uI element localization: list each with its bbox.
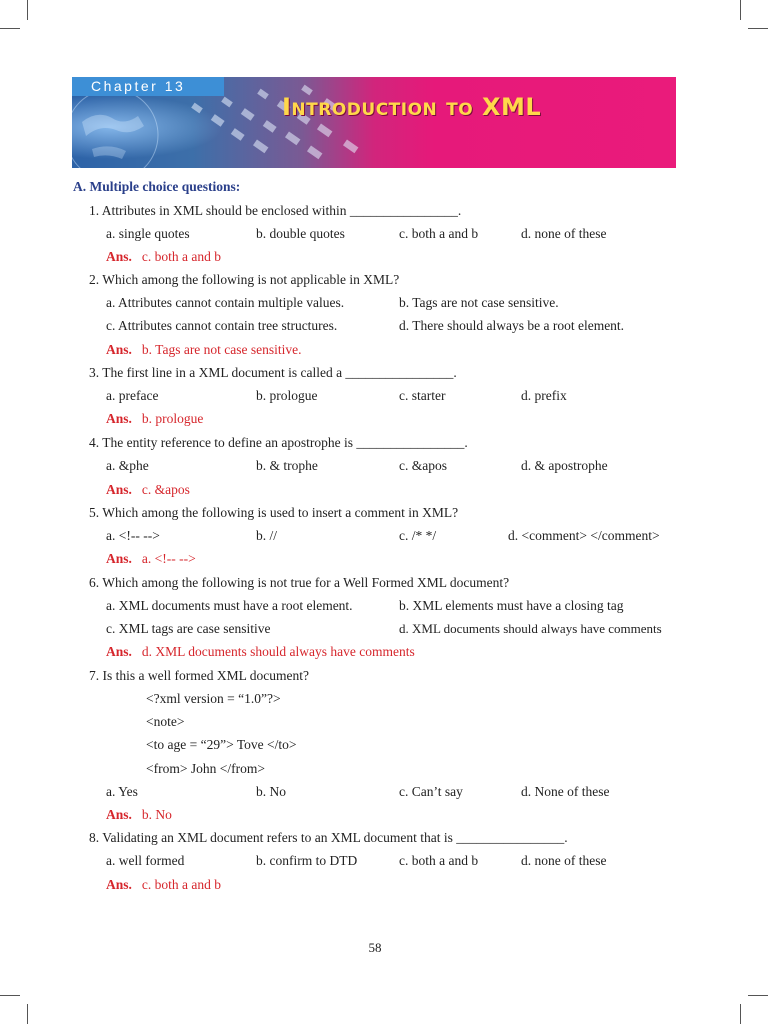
crop-mark: [740, 0, 741, 20]
answer-label: Ans.: [106, 877, 132, 892]
code-line: <from> John </from>: [146, 761, 265, 776]
option: b. confirm to DTD: [256, 853, 358, 868]
answer-line: [106, 551, 196, 567]
chapter-label: Chapter 13: [72, 77, 224, 96]
answer-label: Ans.: [106, 807, 132, 822]
code-line: <note>: [146, 714, 185, 729]
option: a. <!-- -->: [106, 528, 160, 543]
option: c. XML tags are case sensitive: [106, 621, 271, 636]
option: b. XML elements must have a closing tag: [399, 598, 624, 613]
option: b. double quotes: [256, 226, 345, 241]
option: d. <comment> </comment>: [508, 528, 660, 543]
answer-line: [106, 644, 415, 660]
answer-line: [106, 342, 302, 358]
option: c. Attributes cannot contain tree structures.: [106, 318, 338, 333]
option: d. & apostrophe: [521, 458, 608, 473]
option: b. prologue: [256, 388, 318, 403]
question-text: 5. Which among the following is used to insert a comment in XML?: [89, 505, 459, 520]
question-text: 1. Attributes in XML should be enclosed within ________________.: [89, 203, 462, 218]
option: b. //: [256, 528, 278, 543]
crop-mark: [27, 0, 28, 20]
question-text: 3. The first line in a XML document is called a ________________.: [89, 365, 457, 380]
answer-line: [106, 249, 221, 265]
answer-label: Ans.: [106, 482, 132, 497]
answer-label: Ans.: [106, 644, 132, 659]
crop-mark: [748, 28, 768, 29]
option: c. &apos: [399, 458, 447, 473]
answer-line: [106, 877, 221, 893]
option: a. &phe: [106, 458, 149, 473]
option: c. Can’t say: [399, 784, 463, 799]
option: c. starter: [399, 388, 446, 403]
option: c. both a and b: [399, 226, 479, 241]
question-text: 2. Which among the following is not applicable in XML?: [89, 272, 400, 287]
option: d. None of these: [521, 784, 610, 799]
code-line: <?xml version = “1.0”?>: [146, 691, 281, 706]
answer-text: b. No: [141, 807, 172, 822]
option: b. & trophe: [256, 458, 318, 473]
option: d. none of these: [521, 853, 607, 868]
section-heading: A. Multiple choice questions:: [73, 179, 241, 194]
answer-text: c. both a and b: [141, 877, 221, 892]
option: a. preface: [106, 388, 159, 403]
option: a. XML documents must have a root element.: [106, 598, 353, 613]
page-number: 58: [368, 940, 382, 955]
option: d. prefix: [521, 388, 567, 403]
answer-label: Ans.: [106, 342, 132, 357]
crop-mark: [27, 1004, 28, 1024]
answer-line: [106, 482, 190, 498]
answer-text: c. both a and b: [141, 249, 221, 264]
option: b. No: [256, 784, 286, 799]
option: d. XML documents should always have comments: [399, 621, 662, 636]
crop-mark: [748, 995, 768, 996]
code-line: <to age = “29”> Tove </to>: [146, 737, 297, 752]
answer-text: b. Tags are not case sensitive.: [141, 342, 302, 357]
option: a. well formed: [106, 853, 185, 868]
answer-line: [106, 807, 172, 823]
question-text: 8. Validating an XML document refers to an XML document that is ________________.: [89, 830, 568, 845]
option: d. There should always be a root element.: [399, 318, 625, 333]
crop-mark: [740, 1004, 741, 1024]
answer-text: a. <!-- -->: [141, 551, 196, 566]
crop-mark: [0, 995, 20, 996]
option: d. none of these: [521, 226, 607, 241]
option: c. /* */: [399, 528, 437, 543]
answer-label: Ans.: [106, 411, 132, 426]
option: a. single quotes: [106, 226, 190, 241]
option: b. Tags are not case sensitive.: [399, 295, 559, 310]
chapter-title: Introduction to XML: [282, 93, 542, 121]
question-text: 7. Is this a well formed XML document?: [89, 668, 309, 683]
answer-text: c. &apos: [141, 482, 190, 497]
answer-text: d. XML documents should always have comments: [141, 644, 415, 659]
answer-text: b. prologue: [141, 411, 204, 426]
option: a. Attributes cannot contain multiple values.: [106, 295, 345, 310]
question-text: 4. The entity reference to define an apostrophe is ________________.: [89, 435, 468, 450]
answer-label: Ans.: [106, 249, 132, 264]
answer-line: [106, 411, 203, 427]
crop-mark: [0, 28, 20, 29]
question-text: 6. Which among the following is not true for a Well Formed XML document?: [89, 575, 510, 590]
option: a. Yes: [106, 784, 138, 799]
answer-label: Ans.: [106, 551, 132, 566]
option: c. both a and b: [399, 853, 479, 868]
